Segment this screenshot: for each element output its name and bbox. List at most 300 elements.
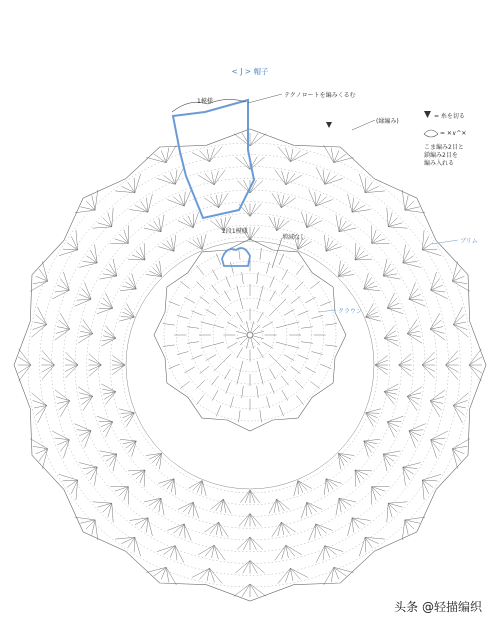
legend-fan-icon (424, 130, 438, 134)
brim-fan-stitch (348, 194, 353, 212)
brim-fan-stitch (135, 537, 141, 556)
crown-stitch (212, 390, 218, 400)
crown-stitch (223, 308, 232, 317)
brim-fan-stitch (250, 133, 258, 146)
crown-stitch (284, 309, 294, 315)
brim-fan-stitch (446, 350, 459, 365)
crown-stitch (320, 301, 331, 306)
crown-stitch (206, 355, 216, 361)
brim-fan-stitch (366, 413, 374, 427)
brim-fan-stitch (183, 502, 193, 512)
crown-stitch (177, 352, 189, 355)
brim-fan-stitch (109, 454, 116, 466)
crown-stitch (298, 355, 309, 360)
brim-fan-stitch (409, 288, 418, 299)
brim-fan-stitch (192, 153, 210, 162)
crown-stitch (281, 285, 288, 295)
brim-fan-stitch (178, 221, 193, 228)
brim-fan-stitch (106, 454, 117, 461)
brim-fan-stitch (383, 276, 400, 279)
brim-fan-stitch (120, 289, 136, 291)
brim-fan-stitch (278, 568, 291, 583)
brim-fan-stitch (355, 470, 364, 479)
brim-fan-stitch (204, 522, 218, 532)
brim-fan-stitch (242, 584, 250, 597)
brim-fan-stitch (250, 537, 257, 550)
brim-fan-stitch (79, 334, 93, 338)
crown-stitch (196, 265, 203, 275)
brim-fan-stitch (285, 148, 290, 162)
crown-stitch (187, 342, 199, 344)
brim-fan-stitch (387, 416, 403, 422)
brim-fan-stitch (275, 545, 286, 560)
brim-fan-stitch (86, 201, 95, 210)
crown-stitch (281, 376, 288, 386)
crown-stitch (214, 363, 223, 372)
brim-fan-stitch (42, 365, 55, 380)
crown-round (164, 249, 336, 421)
brim-fan-stitch (366, 413, 378, 418)
crown-stitch (211, 285, 218, 295)
brim-fan-stitch (250, 490, 255, 503)
brim-fan-stitch (89, 359, 102, 365)
brim-fan-stitch (325, 178, 343, 184)
crown-stitch (227, 342, 237, 348)
brim-fan-stitch (387, 298, 397, 308)
crown-stitch (240, 337, 249, 346)
crown-stitch (212, 269, 218, 279)
brim-fan-stitch (407, 396, 417, 410)
brim-fan-stitch (210, 568, 223, 583)
legend-symbol-label: = ✕∨^✕ (440, 130, 467, 137)
crown-stitch (169, 301, 180, 306)
brim-fan-stitch (200, 568, 210, 579)
brim-fan-stitch (430, 329, 444, 333)
brim-fan-stitch (197, 238, 202, 250)
brim-fan-stitch (237, 537, 250, 550)
brim-fan-stitch (290, 149, 293, 162)
brim-fan-stitch (430, 401, 440, 417)
brim-fan-stitch (405, 520, 414, 529)
brim-fan-stitch (174, 479, 176, 495)
brim-round (87, 202, 414, 529)
brim-fan-stitch (175, 546, 184, 563)
crown-stitch (263, 342, 273, 348)
slip-stitch-leader (352, 120, 375, 130)
brim-fan-stitch (387, 422, 397, 432)
brim-fan-stitch (366, 317, 381, 321)
brim-fan-stitch (38, 307, 47, 325)
brim-fan-stitch (430, 401, 441, 410)
brim-fan-stitch (431, 431, 448, 440)
crown-stitch (267, 397, 270, 409)
crown-stitch (295, 282, 303, 290)
brim-fan-stitch (290, 568, 300, 579)
brim-fan-stitch (278, 147, 291, 162)
crown-label: クラウン (338, 308, 363, 315)
crown-repeat-outline (222, 248, 250, 266)
brim-fan-stitch (219, 522, 223, 536)
brim-fan-stitch (301, 212, 307, 228)
brim-fan-stitch (453, 400, 467, 405)
brim-fan-stitch (430, 329, 445, 340)
brim-fan-stitch (161, 215, 164, 232)
brim-fan-stitch (286, 174, 295, 185)
brim-fan-stitch (452, 261, 457, 281)
crown-stitch (276, 325, 288, 328)
brim-fan-stitch (286, 175, 302, 185)
tech-note-label: テクノロートを編みくるむ (284, 92, 356, 99)
brim-fan-stitch (214, 545, 218, 559)
brim-fan-stitch (42, 350, 55, 365)
brim-fan-stitch (244, 204, 250, 217)
brim-fan-stitch (123, 413, 135, 418)
brim-fan-stitch (202, 481, 206, 496)
brim-fan-stitch (375, 360, 388, 365)
brim-fan-stitch (89, 365, 102, 376)
crown-stitch (305, 297, 315, 303)
brim-fan-stitch (127, 303, 135, 317)
crown-stitch (278, 299, 287, 308)
brim-fan-stitch (103, 274, 117, 276)
brim-fan-stitch (146, 157, 166, 162)
brim-fan-stitch (359, 537, 365, 556)
slip-stitch-label: (縁編み) (376, 118, 399, 125)
two-rows-label: 2段1模様 (222, 228, 248, 235)
crown-stitch (184, 297, 194, 303)
brim-fan-stitch (202, 234, 206, 249)
brim-fan-stitch (407, 319, 417, 333)
crown-stitch (201, 322, 213, 325)
crown-stitch (291, 366, 301, 373)
brim-fan-stitch (405, 520, 420, 523)
one-pattern-label: 1模様 (197, 98, 213, 105)
crown-stitch (226, 383, 231, 394)
crown-stitch (239, 410, 241, 422)
brim-fan-stitch (366, 413, 376, 422)
brim-fan-stitch (63, 249, 78, 250)
brim-fan-stitch (55, 329, 70, 340)
brim-fan-stitch (66, 365, 79, 378)
legend-triangle-icon (424, 111, 431, 118)
brim-fan-stitch (453, 325, 467, 330)
brim-fan-stitch (244, 514, 250, 527)
brim-fan-stitch (286, 545, 295, 556)
brim-fan-stitch (202, 236, 203, 250)
crown-stitch (213, 325, 225, 328)
crown-stitch (224, 291, 230, 301)
brim-fan-stitch (63, 272, 69, 290)
brim-fan-stitch (200, 151, 210, 162)
brim-fan-stitch (52, 290, 69, 299)
brim-fan-stitch (422, 474, 441, 480)
brim-fan-stitch (364, 441, 372, 453)
brim-fan-stitch (383, 274, 397, 276)
brim-fan-stitch (163, 479, 175, 487)
crown-stitch (211, 376, 218, 386)
brim-fan-stitch (336, 498, 339, 515)
crown-stitch (257, 298, 260, 310)
brim-fan-stitch (375, 365, 388, 375)
crown-stitch (197, 380, 205, 388)
brim-fan-stitch (65, 365, 78, 372)
brim-fan-stitch (282, 171, 286, 185)
brim-fan-stitch (121, 317, 135, 318)
crown-stitch (252, 337, 261, 346)
brim-fan-stitch (173, 524, 184, 533)
brim-fan-stitch (82, 431, 91, 442)
crown-stitch (260, 286, 263, 298)
brim-fan-stitch (103, 298, 113, 308)
brim-fan-stitch (234, 584, 250, 596)
brim-fan-stitch (364, 441, 369, 457)
brim-fan-stitch (403, 463, 421, 468)
crown-stitch (200, 366, 210, 373)
no-increase-label: 増減なし (282, 234, 307, 241)
brim-fan-stitch (235, 561, 250, 574)
crown-stitch (242, 272, 244, 284)
brim-fan-stitch (430, 390, 445, 401)
brim-fan-stitch (338, 453, 347, 462)
crown-stitch (213, 342, 225, 345)
brim-fan-stitch (134, 178, 135, 193)
brim-fan-stitch (192, 568, 210, 577)
brim-fan-stitch (178, 502, 193, 509)
brim-fan-stitch (339, 221, 346, 232)
brim-fan-stitch (250, 561, 265, 574)
crown-stitch (325, 324, 337, 326)
brim-fan-stitch (121, 413, 135, 414)
brim-fan-stitch (364, 273, 369, 289)
brim-fan-stitch (112, 503, 113, 522)
brim-fan-stitch (245, 490, 250, 503)
brim-fan-stitch (431, 290, 448, 299)
chart-title: < J > 帽子 (231, 67, 269, 76)
brim-fan-stitch (86, 520, 95, 529)
brim-fan-stitch (405, 210, 425, 213)
brim-fan-stitch (144, 498, 161, 502)
crown-leader (318, 310, 336, 312)
brim-fan-stitch (173, 197, 184, 206)
brim-fan-stitch (136, 470, 145, 479)
brim-fan-stitch (422, 359, 435, 366)
brim-fan-stitch (34, 405, 47, 408)
brim-fan-stitch (132, 441, 137, 457)
brim-fan-stitch (407, 387, 422, 397)
brim-fan-stitch (339, 218, 341, 232)
brim-fan-stitch (38, 405, 47, 423)
brim-fan-stitch (316, 197, 327, 206)
brim-fan-stitch (59, 320, 70, 329)
brim-fan-stitch (402, 520, 405, 540)
crown-stitch (291, 296, 301, 303)
brim-fan-stitch (149, 498, 161, 505)
crown-stitch (236, 336, 248, 339)
crown-stitch (310, 281, 320, 288)
brim-fan-stitch (193, 502, 199, 518)
brim-fan-stitch (152, 267, 161, 276)
brim-fan-stitch (18, 365, 31, 373)
brim-fan-stitch (399, 365, 412, 371)
brim-fan-stitch (59, 401, 70, 410)
brim-fan-stitch (250, 134, 266, 146)
brim-fan-stitch (403, 263, 421, 268)
crown-stitch (282, 390, 288, 400)
brim-fan-stitch (334, 157, 354, 162)
brim-fan-stitch (364, 439, 380, 441)
brim-fan-stitch (207, 149, 210, 162)
crown-stitch (260, 410, 262, 422)
brim-fan-stitch (36, 315, 47, 325)
brim-fan-stitch (89, 354, 102, 365)
brim-fan-stitch (399, 365, 412, 376)
brim-fan-stitch (124, 413, 134, 422)
brim-fan-stitch (365, 178, 366, 193)
brim-fan-stitch (18, 357, 31, 365)
brim-fan-stitch (383, 264, 390, 276)
brim-fan-stitch (79, 463, 97, 468)
brim-fan-stitch (235, 157, 250, 170)
crown-stitch (206, 309, 216, 315)
brim-fan-stitch (282, 545, 286, 559)
brim-fan-stitch (366, 413, 380, 414)
brim-fan-stitch (78, 334, 93, 344)
brim-fan-stitch (453, 405, 464, 415)
brim-fan-stitch (92, 520, 95, 535)
crown-stitch (191, 355, 202, 360)
brim-fan-stitch (60, 313, 70, 329)
crown-stitch (169, 364, 180, 369)
crown-stitch (180, 381, 190, 388)
brim-fan-stitch (103, 422, 113, 432)
brim-fan-stitch (55, 390, 70, 401)
brim-fan-stitch (158, 479, 174, 484)
crown-stitch (214, 299, 223, 308)
brim-fan-stitch (278, 194, 282, 208)
brim-fan-stitch (112, 208, 113, 227)
brim-fan-stitch (422, 480, 437, 481)
brim-fan-stitch (106, 422, 113, 437)
brim-fan-stitch (453, 325, 468, 338)
crown-stitch (298, 311, 309, 316)
crown-stitch (312, 315, 324, 318)
brim-fan-stitch (188, 242, 202, 250)
brim-fan-stitch (92, 195, 95, 210)
brim-fan-stitch (290, 151, 300, 162)
brim-fan-stitch (405, 201, 414, 210)
brim-fan-stitch (159, 218, 161, 232)
brim-fan-stitch (388, 502, 407, 503)
brim-fan-stitch (399, 354, 412, 365)
brim-fan-stitch (239, 514, 250, 527)
brim-fan-stitch (219, 193, 229, 208)
brim-fan-stitch (129, 441, 137, 453)
brim-fan-stitch (402, 190, 405, 210)
brim-fan-stitch (298, 481, 303, 493)
brim-fan-stitch (56, 397, 70, 401)
brim-fan-stitch (79, 393, 93, 397)
pattern-repeat-outline (173, 100, 254, 218)
brim-fan-stitch (59, 474, 78, 480)
brim-fan-stitch (75, 517, 95, 520)
brim-fan-stitch (19, 349, 31, 365)
brim-fan-stitch (159, 498, 161, 512)
brim-fan-stitch (366, 317, 380, 318)
brim-fan-stitch (148, 194, 153, 212)
crown-stitch (296, 265, 303, 275)
brim-fan-stitch (383, 451, 400, 454)
brim-fan-stitch (339, 498, 351, 505)
crown-stitch (284, 355, 294, 361)
crown-stitch (269, 354, 278, 363)
brim-fan-stitch (42, 365, 55, 372)
brim-pattern (14, 129, 486, 601)
crown-stitch (257, 312, 263, 322)
brim-fan-stitch (197, 481, 202, 493)
brim-fan-stitch (316, 167, 325, 184)
brim-fan-stitch (338, 267, 347, 276)
brim-fan-stitch (89, 365, 102, 371)
brim-fan-stitch (250, 204, 256, 217)
brim-fan-stitch (113, 259, 117, 276)
brim-fan-stitch (383, 259, 387, 276)
crown-stitch (320, 364, 331, 369)
crown-stitch (224, 369, 230, 379)
brim-fan-stitch (383, 454, 397, 456)
brim-fan-stitch (112, 365, 125, 370)
brim-fan-stitch (210, 147, 223, 162)
crown-stitch (184, 367, 194, 373)
crown-stitch (279, 405, 284, 416)
brim-fan-stitch (127, 413, 135, 427)
brim-fan-stitch (383, 454, 394, 461)
brim-fan-stitch (366, 409, 381, 413)
brim-fan-stitch (80, 207, 95, 210)
brim-fan-stitch (375, 365, 388, 370)
brim-fan-stitch (469, 365, 482, 373)
brim-fan-stitch (65, 359, 78, 366)
crown-stitch (197, 282, 205, 290)
brim-fan-stitch (119, 409, 134, 413)
brim-fan-stitch (119, 317, 134, 321)
brim-fan-stitch (387, 208, 388, 227)
brim-fan-stitch (36, 405, 47, 415)
crown-stitch (216, 405, 221, 416)
crown-stitch (269, 308, 278, 317)
brim-fan-stitch (366, 303, 374, 317)
crown-stitch (288, 345, 300, 348)
crown-stitch (257, 348, 263, 358)
brim-fan-stitch (144, 228, 161, 232)
brim-fan-stitch (214, 170, 225, 185)
brim-fan-stitch (129, 278, 137, 290)
crown-stitch (270, 383, 275, 394)
brim-fan-stitch (75, 210, 95, 213)
brim-fan-stitch (334, 567, 354, 572)
brim-fan-stitch (243, 561, 250, 574)
crown-stitch (263, 322, 273, 328)
crown-stitch (278, 363, 287, 372)
brim-fan-stitch (387, 293, 394, 308)
brim-fan-stitch (422, 365, 435, 372)
brim-fan-stitch (405, 207, 420, 210)
brim-inner-edge (126, 241, 374, 489)
brim-fan-stitch (207, 568, 210, 581)
brim-fan-stitch (307, 221, 322, 228)
crown-stitch (310, 381, 320, 388)
brim-fan-stitch (250, 227, 260, 240)
brim-fan-stitch (452, 449, 457, 469)
